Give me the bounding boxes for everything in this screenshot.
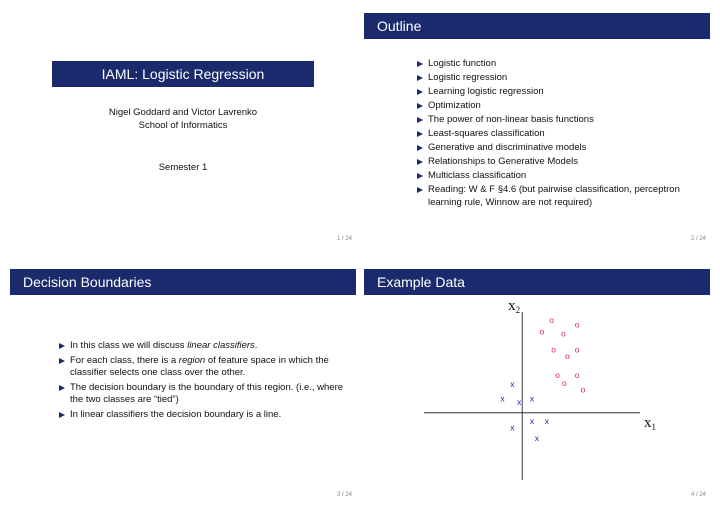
bullet-text: In this class we will discuss	[70, 340, 188, 351]
data-point-o-class: o	[561, 328, 566, 339]
emphasis-text: region	[178, 354, 206, 366]
data-point-x-class: x	[510, 422, 515, 433]
bullet-item	[58, 340, 350, 353]
x-axis-label-subscript: 1	[651, 421, 656, 432]
data-point-o-class: o	[574, 370, 580, 381]
decision-boundaries-slide	[10, 264, 356, 504]
outline-item: Logistic function	[416, 58, 706, 71]
presentation-title: IAML: Logistic Regression	[52, 61, 314, 87]
bullet-text: .	[254, 340, 258, 351]
outline-item: Multiclass classification	[416, 170, 706, 183]
bullet-text: For each class, there is a	[70, 354, 179, 366]
data-point-o-class: o	[574, 319, 580, 330]
data-point-o-class: o	[539, 326, 545, 337]
example-data-slide	[364, 264, 710, 504]
y-axis-label-main: x	[508, 298, 516, 314]
outline-item: Optimization	[416, 100, 706, 113]
page-number: 2 / 24	[690, 236, 706, 242]
outline-item: Learning logistic regression	[416, 86, 706, 99]
page-number: 1 / 24	[336, 236, 352, 242]
scatter-plot	[364, 294, 710, 494]
data-point-x-class: x	[529, 393, 535, 404]
outline-list	[416, 58, 706, 211]
outline-item: Logistic regression	[416, 72, 706, 85]
authors-affiliation: School of Informatics	[138, 120, 228, 131]
data-point-x-class: x	[534, 432, 540, 443]
bullet-item: In linear classifiers the decision boundary is a line.	[58, 409, 350, 422]
bullet-item: The decision boundary is the boundary of this region. (i.e., where the two classes are “tied”)	[58, 382, 350, 407]
x-axis-label-main: x	[644, 414, 652, 431]
outline-item: Reading: W & F §4.6 (but pairwise classification, perceptron learning rule, Winnow are not required)	[416, 184, 706, 209]
x-axis-label	[644, 415, 656, 432]
data-points	[500, 315, 585, 443]
data-point-o-class: o	[564, 351, 570, 362]
bullet-item	[58, 355, 350, 380]
data-point-o-class: o	[551, 344, 556, 355]
slide-title: Example Data	[364, 269, 710, 295]
data-point-x-class: x	[500, 393, 505, 404]
data-point-o-class: o	[555, 370, 560, 381]
data-point-o-class: o	[580, 384, 586, 395]
data-point-o-class: o	[574, 344, 580, 355]
semester-label: Semester 1	[158, 162, 208, 173]
outline-item: Relationships to Generative Models	[416, 156, 706, 169]
title-slide	[10, 8, 356, 248]
data-point-x-class: x	[517, 396, 522, 407]
data-point-x-class: x	[544, 416, 549, 427]
authors-block	[10, 106, 356, 132]
y-axis-label	[508, 298, 520, 315]
slide-title: Decision Boundaries	[10, 269, 356, 295]
slide-title: Outline	[364, 13, 710, 39]
outline-item: Least-squares classification	[416, 128, 706, 141]
authors-names: Nigel Goddard and Victor Lavrenko	[108, 107, 258, 118]
data-point-o-class: o	[549, 315, 555, 326]
outline-item: The power of non-linear basis functions	[416, 114, 706, 127]
outline-item: Generative and discriminative models	[416, 142, 706, 155]
emphasis-text: linear classifiers	[187, 340, 255, 351]
outline-slide	[364, 8, 710, 248]
data-point-x-class: x	[529, 416, 535, 427]
data-point-x-class: x	[510, 379, 515, 390]
bullet-list	[58, 340, 350, 423]
y-axis-label-subscript: 2	[515, 305, 521, 315]
bullet-text: of feature space in which the classifier selects one class over the other.	[70, 354, 329, 378]
page-number: 4 / 24	[690, 492, 706, 498]
data-point-o-class: o	[562, 377, 567, 388]
page-number: 3 / 24	[336, 492, 352, 498]
